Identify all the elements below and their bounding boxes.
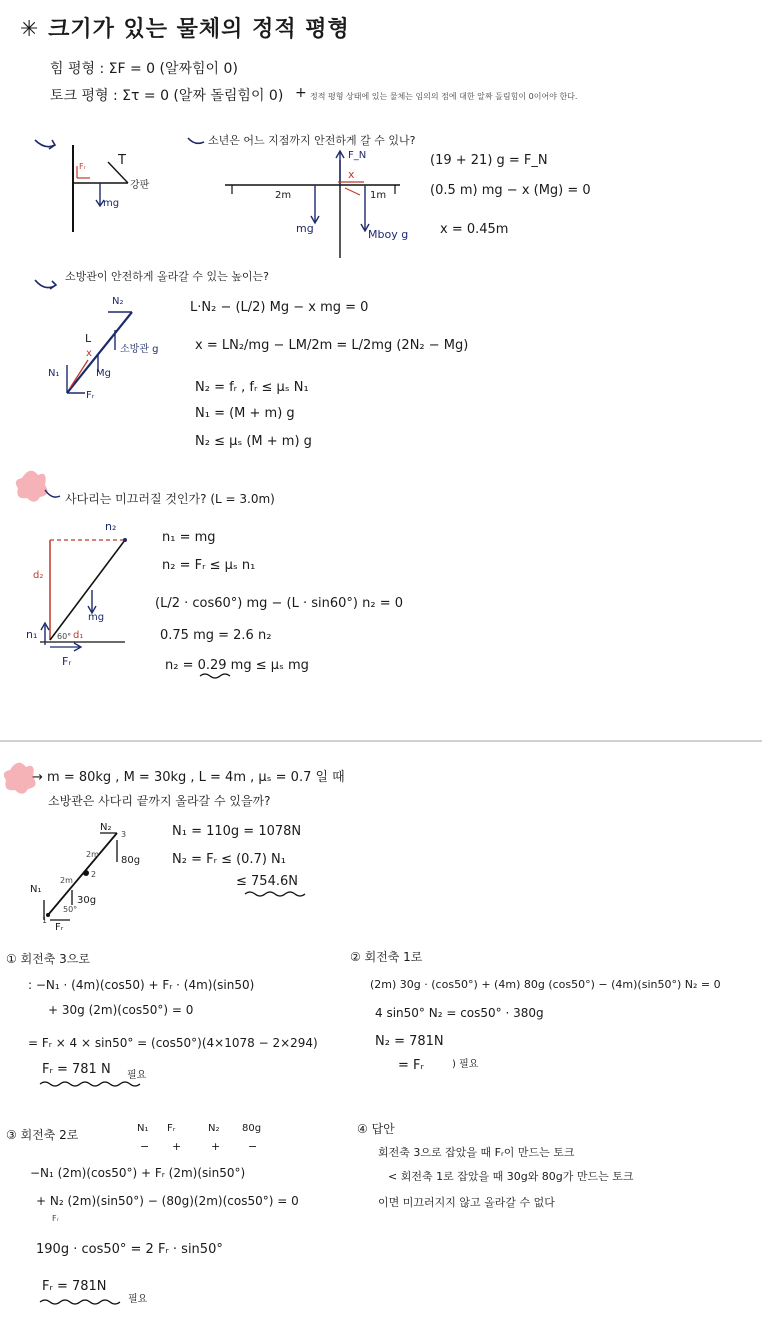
label-point-3: 3	[121, 830, 127, 839]
label-mg-ladder2: mg	[88, 612, 105, 623]
label-50deg: 50°	[63, 905, 78, 914]
plank-eq-2: (0.5 m) mg − x (Mg) = 0	[430, 183, 591, 198]
label-Fr-ladder2: Fᵣ	[62, 655, 72, 668]
axis2-h-N1: N₁	[137, 1123, 149, 1134]
ladder2-eq-1: n₁ = mg	[162, 530, 216, 545]
plank-question: 소년은 어느 지점까지 안전하게 갈 수 있나?	[208, 134, 416, 147]
axis2-h-80g: 80g	[242, 1123, 262, 1134]
ladder2-eq-3: (L/2 · cos60°) mg − (L · sin60°) n₂ = 0	[155, 596, 404, 611]
ladder1-eq-4: N₁ = (M + m) g	[195, 406, 295, 421]
ladder-diagram-2	[40, 538, 127, 651]
axis2-h-Fr: Fᵣ	[167, 1123, 176, 1134]
ladder2-question: 사다리는 미끄러질 것인가? (L = 3.0m)	[65, 492, 275, 506]
label-N2: N₂	[112, 296, 124, 307]
label-fr: Fᵣ	[86, 390, 95, 401]
label-N1-p: N₁	[30, 884, 42, 895]
axis3-heading: ① 회전축 3으로	[6, 952, 90, 966]
axis2-sign-1: −	[140, 1140, 150, 1153]
force-balance: 힘 평형 : ΣF = 0 (알짜힘이 0)	[50, 61, 238, 77]
bullet-arrow-icon	[35, 140, 55, 149]
highlight-bullet-icon	[4, 763, 36, 794]
label-L: L	[85, 332, 92, 345]
bullet-arrow-icon	[188, 138, 204, 143]
answer-line-3: 이면 미끄러지지 않고 올라갈 수 없다	[378, 1196, 555, 1209]
ladder1-eq-3: N₂ = fᵣ , fᵣ ≤ μₛ N₁	[195, 380, 309, 395]
label-Mboy: Mboy g	[368, 228, 409, 241]
ladder1-eq-1: L·N₂ − (L/2) Mg − x mg = 0	[190, 300, 369, 315]
label-1m: 1m	[370, 190, 387, 201]
axis3-line-2: + 30g (2m)(cos50°) = 0	[48, 1003, 194, 1017]
answer-line-1: 회전축 3으로 잡았을 때 Fᵣ이 만드는 토크	[378, 1146, 575, 1159]
note-plus: +	[295, 85, 307, 101]
label-FN: F_N	[348, 150, 367, 161]
page-title: ✳ 크기가 있는 물체의 정적 평형	[20, 17, 350, 42]
label-fr-small: Fᵣ	[79, 162, 86, 171]
label-T: T	[118, 153, 126, 168]
label-2m: 2m	[275, 190, 292, 201]
highlight-bullet-icon	[16, 471, 48, 502]
axis1-line-1: (2m) 30g · (cos50°) + (4m) 80g (cos50°) − (4m)(sin50°) N₂ = 0	[370, 978, 721, 991]
axis2-heading: ③ 회전축 2로	[6, 1128, 79, 1142]
label-wall: 강판	[130, 180, 150, 191]
label-Fr-p: Fᵣ	[55, 922, 64, 933]
label-N1: N₁	[48, 368, 60, 379]
label-mg: mg	[296, 222, 314, 235]
label-x: x	[348, 168, 355, 181]
axis3-line-1: : −N₁ · (4m)(cos50) + Fᵣ · (4m)(sin50)	[28, 978, 255, 992]
label-Mg: Mg	[96, 368, 111, 379]
label-d2: d₂	[33, 570, 44, 581]
axis2-sign-4: −	[248, 1140, 258, 1153]
label-n2: n₂	[105, 520, 117, 533]
label-2m-b: 2m	[60, 876, 73, 885]
label-x-ladder: x	[86, 348, 92, 359]
axis3-line-3: = Fᵣ × 4 × sin50° = (cos50°)(4×1078 − 2×294)	[28, 1036, 318, 1050]
ladder1-eq-5: N₂ ≤ μₛ (M + m) g	[195, 434, 312, 449]
plank-eq-3: x = 0.45m	[440, 222, 509, 237]
problem-question: 소방관은 사다리 끝까지 올라갈 수 있을까?	[48, 794, 271, 808]
plank-diagram	[225, 151, 400, 258]
axis1-line-2: 4 sin50° N₂ = cos50° · 380g	[375, 1006, 544, 1020]
problem-given: → m = 80kg , M = 30kg , L = 4m , μₛ = 0.7 일 때	[32, 770, 345, 785]
plank-eq-1: (19 + 21) g = F_N	[430, 153, 548, 168]
problem-eq-3: ≤ 754.6N	[236, 874, 298, 889]
label-N2-p: N₂	[100, 822, 112, 833]
axis1-tag: ) 필요	[452, 1059, 479, 1070]
label-60deg: 60°	[57, 632, 72, 641]
axis3-result: Fᵣ = 781 N	[42, 1062, 111, 1077]
problem-eq-2: N₂ = Fᵣ ≤ (0.7) N₁	[172, 852, 286, 867]
torque-balance: 토크 평형 : Στ = 0 (알짜 돌림힘이 0)	[50, 88, 284, 104]
ladder2-eq-5: n₂ = 0.29 mg ≤ μₛ mg	[165, 658, 309, 673]
label-firefighter: 소방관 g	[120, 344, 159, 355]
label-point-2: 2	[91, 870, 97, 879]
bullet-arrow-icon	[35, 280, 56, 289]
axis2-h-N2: N₂	[208, 1123, 220, 1134]
equilibrium-note: 정적 평형 상태에 있는 물체는 임의의 점에 대한 알짜 돌림힘이 0이어야 한다.	[310, 92, 578, 101]
axis2-sign-3: +	[211, 1140, 221, 1153]
answer-line-2: < 회전축 1로 잡았을 때 30g와 80g가 만드는 토크	[388, 1170, 634, 1183]
axis2-line-2-sub: Fᵣ	[52, 1214, 59, 1223]
label-30g: 30g	[77, 895, 97, 906]
axis1-line-4: = Fᵣ	[398, 1058, 424, 1073]
ladder1-question: 소방관이 안전하게 올라갈 수 있는 높이는?	[65, 270, 269, 283]
label-n1: n₁	[26, 628, 38, 641]
axis1-line-3: N₂ = 781N	[375, 1034, 444, 1049]
axis2-line-2: + N₂ (2m)(sin50°) − (80g)(2m)(cos50°) = 0	[36, 1194, 299, 1208]
ladder1-eq-2: x = LN₂/mg − LM/2m = L/2mg (2N₂ − Mg)	[195, 338, 469, 353]
label-2m-a: 2m	[86, 850, 99, 859]
answer-heading: ④ 답안	[357, 1122, 395, 1136]
label-80g: 80g	[121, 855, 141, 866]
axis2-sign-2: +	[172, 1140, 182, 1153]
axis2-tag: 필요	[128, 1294, 148, 1305]
ladder2-eq-4: 0.75 mg = 2.6 n₂	[160, 628, 272, 643]
label-d1: d₁	[73, 630, 84, 641]
axis3-tag: 필요	[127, 1070, 147, 1081]
section-divider	[0, 740, 762, 742]
ladder2-eq-2: n₂ = Fᵣ ≤ μₛ n₁	[162, 558, 256, 573]
problem-eq-1: N₁ = 110g = 1078N	[172, 824, 302, 839]
axis2-result: Fᵣ = 781N	[42, 1279, 107, 1294]
label-point-1: 1	[42, 916, 48, 925]
axis2-line-3: 190g · cos50° = 2 Fᵣ · sin50°	[36, 1242, 223, 1257]
axis2-line-1: −N₁ (2m)(cos50°) + Fᵣ (2m)(sin50°)	[30, 1166, 246, 1180]
label-mg-small: mg	[103, 198, 120, 209]
axis1-heading: ② 회전축 1로	[350, 950, 423, 964]
ladder-diagram-3	[44, 833, 117, 920]
